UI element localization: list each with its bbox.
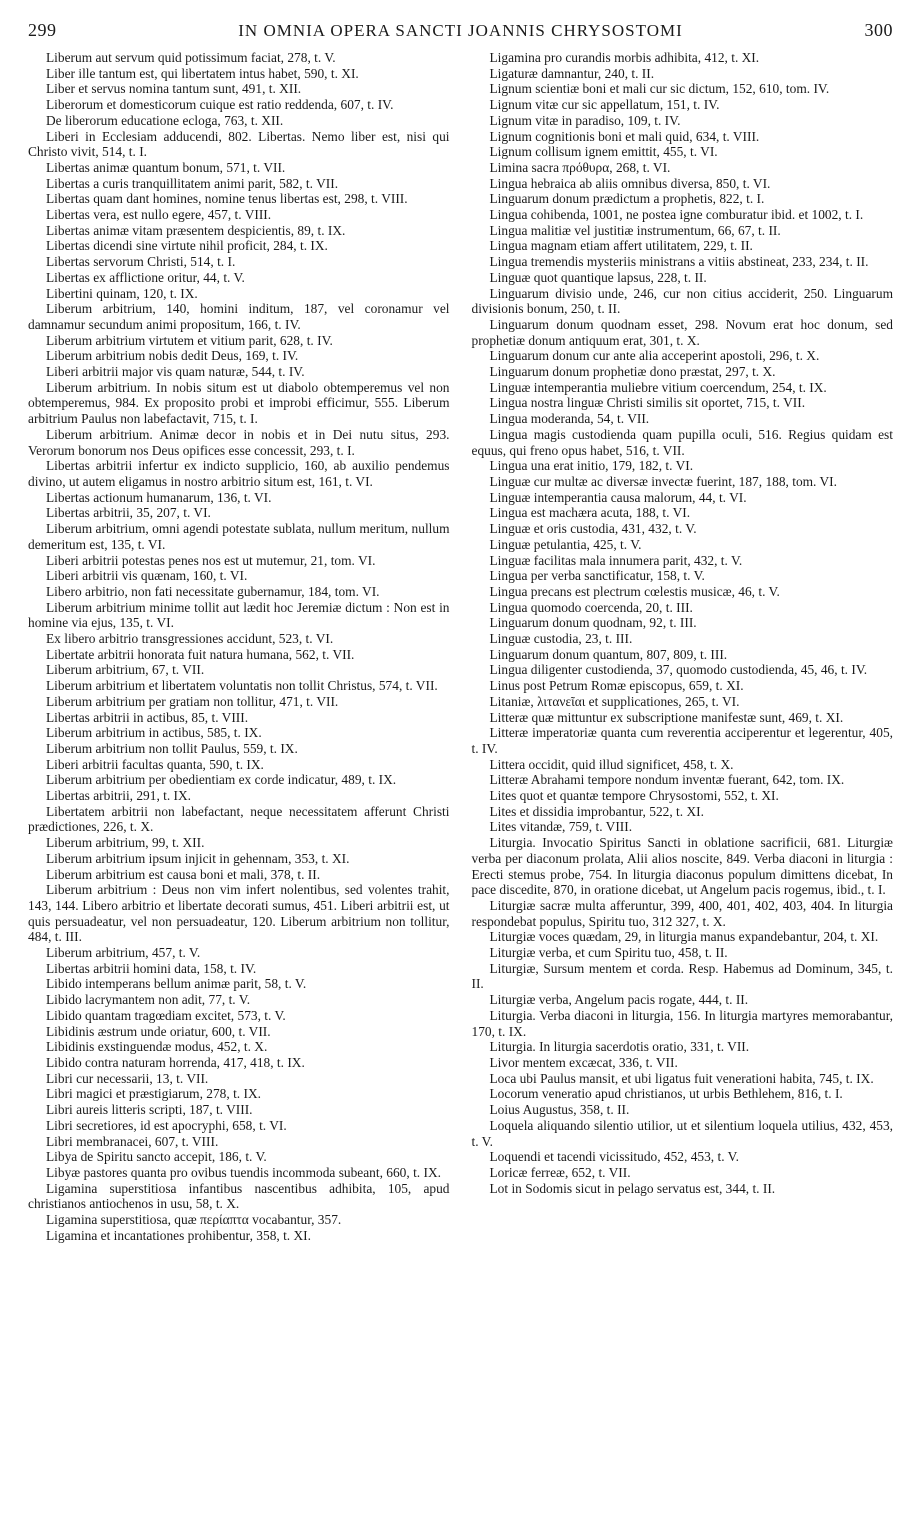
- index-entry: Lingua malitiæ vel justitiæ instrumentum, 66, 67, t. II.: [489, 222, 781, 238]
- index-entry: Lingua magnam etiam affert utilitatem, 229, t. II.: [489, 238, 753, 254]
- index-entry: Libido quantam tragœdiam excitet, 573, t. V.: [46, 1007, 286, 1023]
- index-entry: Liber ille tantum est, qui libertatem intus habet, 590, t. XI.: [46, 65, 359, 81]
- index-entry: Libido intemperans bellum animæ parit, 58, t. V.: [46, 976, 307, 992]
- index-entry: Libya de Spiritu sancto accepit, 186, t. V.: [46, 1149, 267, 1165]
- index-entry: Litaniæ, λιτανεῖαι et supplicationes, 265, t. VI.: [489, 693, 740, 709]
- left-column: [28, 50, 450, 1243]
- index-entry: Lingua nostra linguæ Christi similis sit oportet, 715, t. VII.: [489, 395, 806, 411]
- index-entry: Ligaturæ damnantur, 240, t. II.: [489, 65, 655, 81]
- index-entry: Linguæ petulantia, 425, t. V.: [489, 536, 642, 552]
- index-entry: Libertas actionum humanarum, 136, t. VI.: [46, 489, 272, 505]
- index-entry: Lingua est machæra acuta, 188, t. VI.: [489, 505, 691, 521]
- index-entry: Liberi in Ecclesiam adducendi, 802. Libertas. Nemo liber est, nisi qui Christo vivit, 514, t. I.: [28, 128, 450, 160]
- index-entry: Locorum veneratio apud christianos, ut urbis Bethlehem, 816, t. I.: [489, 1086, 843, 1102]
- index-entry: Libertas arbitrii homini data, 158, t. IV.: [46, 960, 257, 976]
- index-entry: Liturgia. In liturgia sacerdotis oratio, 331, t. VII.: [489, 1039, 750, 1055]
- index-entry: Ligamina superstitiosa infantibus nascentibus adhibita, 105, apud christianos antiochenos in usu, 58, t. X.: [28, 1180, 450, 1212]
- index-entry: Lignum collisum ignem emittit, 455, t. VI.: [489, 144, 718, 160]
- index-entry: Libertas a curis tranquillitatem animi parit, 582, t. VII.: [46, 175, 339, 191]
- index-entry: Linguæ facilitas mala innumera parit, 432, t. V.: [489, 552, 743, 568]
- right-column: [472, 50, 894, 1243]
- left-page-number: 299: [28, 20, 57, 40]
- index-entry: Linguæ quot quantique lapsus, 228, t. II.: [489, 269, 707, 285]
- index-entry: Linguarum donum quodnam, 92, t. III.: [489, 615, 697, 631]
- index-entry: Libidinis exstinguendæ modus, 452, t. X.: [46, 1039, 268, 1055]
- index-entry: Liberum arbitrium minime tollit aut lædit hoc Jeremiæ dictum : Non est in homine via ejus, 135, t. VI.: [28, 599, 450, 631]
- index-entry: Liber et servus nomina tantum sunt, 491, t. XII.: [46, 81, 302, 97]
- index-entry: Liberi arbitrii facultas quanta, 590, t. IX.: [46, 756, 264, 772]
- index-entry: Linguarum donum prædictum a prophetis, 822, t. I.: [489, 191, 765, 207]
- index-entry: Linguarum donum quodnam esset, 298. Novum erat hoc donum, sed prophetiæ donum antiquum erat, 301, t. X.: [471, 316, 893, 348]
- index-entry: Liberum arbitrium per obedientiam ex corde indicatur, 489, t. IX.: [46, 772, 397, 788]
- index-entry: Linguæ et oris custodia, 431, 432, t. V.: [489, 521, 697, 537]
- index-entry: Littera occidit, quid illud significet, 458, t. X.: [489, 756, 734, 772]
- index-entry: Libertas ex afflictione oritur, 44, t. V.: [46, 269, 245, 285]
- index-entry: Liturgia. Invocatio Spiritus Sancti in oblatione sacrificii, 681. Liturgiæ verba per diaconum prolata, Alii alios noscite, 849. Verba diaconi in liturgia : Erecti stemus probe, 754. In liturgia diaconus populum dimittens dicebat, In pace discedite, 870, in oratione dicebat, ut Angelum pacis rogemus, ibid., t. I.: [471, 835, 893, 898]
- index-entry: Linguarum divisio unde, 246, cur non citius acciderit, 250. Linguarum divisionis bonum, 250, t. II.: [471, 285, 893, 317]
- index-entry: Libero arbitrio, non fati necessitate gubernamur, 184, tom. VI.: [46, 583, 380, 599]
- index-entry: Loquela aliquando silentio utilior, ut et silentium loquela utilius, 432, 453, t. V.: [471, 1117, 893, 1149]
- index-entry: Lingua per verba sanctificatur, 158, t. V.: [489, 568, 705, 584]
- index-entry: Linguarum donum prophetiæ dono præstat, 297, t. X.: [489, 364, 776, 380]
- index-entry: Lingua precans est plectrum cœlestis musicæ, 46, t. V.: [489, 583, 780, 599]
- index-entry: Linguarum donum quantum, 807, 809, t. III.: [489, 646, 728, 662]
- index-entry: Lingua cohibenda, 1001, ne postea igne comburatur ibid. et 1002, t. I.: [489, 207, 864, 223]
- index-entry: Lingua una erat initio, 179, 182, t. VI.: [489, 458, 694, 474]
- index-entry: Linguæ cur multæ ac diversæ invectæ fuerint, 187, 188, tom. VI.: [489, 473, 837, 489]
- index-entry: Lignum cognitionis boni et mali quid, 634, t. VIII.: [489, 128, 760, 144]
- index-entry: Libido contra naturam horrenda, 417, 418, t. IX.: [46, 1055, 305, 1070]
- index-entry: Libertas arbitrii, 291, t. IX.: [46, 788, 192, 804]
- index-entry: Lignum vitæ in paradiso, 109, t. IV.: [489, 112, 681, 128]
- index-entry: Libri magici et præstigiarum, 278, t. IX.: [46, 1086, 261, 1102]
- index-entry: Litteræ Abrahami tempore nondum inventæ fuerant, 642, tom. IX.: [489, 772, 845, 788]
- index-entry: Lingua tremendis mysteriis ministrans a vitiis abstineat, 233, 234, t. II.: [489, 254, 869, 270]
- index-entry: Liberum arbitrium : Deus non vim infert nolentibus, sed volentes trahit, 143, 144. Libero arbitrio et libertate decorati sumus, 451. Liberi arbitrii est, ut quis persuadeatur, vel non persuadeatur, 120. Liberum arbitrium non tollitur, 484, t. III.: [28, 882, 450, 945]
- index-entry: Libertas quam dant homines, nomine tenus libertas est, 298, t. VIII.: [46, 191, 408, 207]
- index-entry: Libido lacrymantem non adit, 77, t. V.: [46, 992, 251, 1008]
- index-entry: Lites vitandæ, 759, t. VIII.: [489, 819, 633, 835]
- index-entry: Liberum arbitrium, omni agendi potestate sublata, nullum meritum, nullum demeritum est, 135, t. VI.: [28, 521, 450, 552]
- index-entry: Libertas animæ quantum bonum, 571, t. VII.: [46, 159, 286, 175]
- index-entry: Libyæ pastores quanta pro ovibus tuendis incommoda subeant, 660, t. IX.: [46, 1164, 441, 1180]
- index-entry: Lot in Sodomis sicut in pelago servatus est, 344, t. II.: [489, 1180, 776, 1196]
- index-entry: Limina sacra πρόθυρα, 268, t. VI.: [489, 159, 671, 175]
- index-entry: Liberum arbitrium. Animæ decor in nobis et in Dei nutu situs, 293. Verorum bonorum nos Deus opifices esse concessit, 293, t. I.: [28, 426, 450, 458]
- index-entry: Liberum arbitrium, 99, t. XII.: [46, 835, 205, 851]
- index-entry: Libertas animæ vitam præsentem despicientis, 89, t. IX.: [46, 222, 346, 238]
- index-entry: Liberum arbitrium per gratiam non tollitur, 471, t. VII.: [46, 693, 339, 709]
- index-entry: Linguæ custodia, 23, t. III.: [489, 631, 633, 647]
- index-entry: Libri cur necessarii, 13, t. VII.: [46, 1070, 209, 1086]
- index-entry: Loricæ ferreæ, 652, t. VII.: [489, 1164, 631, 1180]
- index-entry: Liberum arbitrium est causa boni et mali, 378, t. II.: [46, 866, 321, 882]
- index-entry: Liberum arbitrium nobis dedit Deus, 169, t. IV.: [46, 348, 299, 364]
- index-entry: Libertas dicendi sine virtute nihil proficit, 284, t. IX.: [46, 238, 328, 254]
- index-entry: Lingua magis custodienda quam pupilla oculi, 516. Regius quidam est equus, qui freno opus habet, 516, t. VII.: [471, 426, 893, 458]
- index-entry: Lignum scientiæ boni et mali cur sic dictum, 152, 610, tom. IV.: [489, 81, 830, 97]
- index-entry: Lignum vitæ cur sic appellatum, 151, t. IV.: [489, 97, 720, 113]
- index-entry: Lites quot et quantæ tempore Chrysostomi, 552, t. XI.: [489, 788, 779, 804]
- index-entry: Libidinis æstrum unde oriatur, 600, t. VII.: [46, 1023, 271, 1039]
- index-entry: Libertas servorum Christi, 514, t. I.: [46, 254, 236, 270]
- index-entry: Libri membranacei, 607, t. VIII.: [46, 1133, 219, 1149]
- index-entry: Liberum arbitrium et libertatem voluntatis non tollit Christus, 574, t. VII.: [46, 678, 438, 694]
- index-entry: Liberum arbitrium, 67, t. VII.: [46, 662, 205, 678]
- index-entry: Ligamina superstitiosa, quæ περίαπτα vocabantur, 357.: [46, 1212, 342, 1228]
- index-entry: Loquendi et tacendi vicissitudo, 452, 453, t. V.: [489, 1149, 739, 1165]
- index-entry: Libertas vera, est nullo egere, 457, t. VIII.: [46, 207, 272, 223]
- index-entry: Liberum arbitrium in actibus, 585, t. IX.: [46, 725, 262, 741]
- right-page-number: 300: [864, 20, 893, 40]
- index-entry: Lingua moderanda, 54, t. VII.: [489, 411, 650, 427]
- index-entry: Libri secretiores, id est apocryphi, 658, t. VI.: [46, 1117, 287, 1133]
- index-entry: Livor mentem excæcat, 336, t. VII.: [489, 1055, 678, 1070]
- index-entry: Liturgiæ voces quædam, 29, in liturgia manus expandebantur, 204, t. XI.: [489, 929, 879, 945]
- index-entry: Liberum arbitrium. In nobis situm est ut diabolo obtemperemus vel non obtemperemus, 984. Ex proposito probi et improbi efficimur, 555. Liberum arbitrium Paulus non labefactavit, 715, t. I.: [28, 379, 450, 427]
- index-entry: De liberorum educatione ecloga, 763, t. XII.: [46, 112, 284, 128]
- index-entry: Liberum arbitrium, 457, t. V.: [46, 945, 201, 961]
- index-entry: Litteræ quæ mittuntur ex subscriptione manifestæ sunt, 469, t. XI.: [489, 709, 844, 725]
- index-entry: Ligamina et incantationes prohibentur, 358, t. XI.: [46, 1227, 311, 1243]
- index-entry: Liturgiæ, Sursum mentem et corda. Resp. Habemus ad Dominum, 345, t. II.: [471, 960, 893, 992]
- index-entry: Liturgiæ sacræ multa afferuntur, 399, 400, 401, 402, 403, 404. In liturgia respondebat populus, Spiritu tuo, 312 327, t. X.: [471, 897, 893, 929]
- running-title: IN OMNIA OPERA SANCTI JOANNIS CHRYSOSTOMI: [238, 21, 683, 40]
- index-entry: Lites et dissidia improbantur, 522, t. XI.: [489, 803, 704, 819]
- index-entry: Liturgiæ verba, et cum Spiritu tuo, 458, t. II.: [489, 945, 728, 961]
- index-entry: Liturgiæ verba, Angelum pacis rogate, 444, t. II.: [489, 992, 749, 1008]
- index-entry: Ex libero arbitrio transgressiones accidunt, 523, t. VI.: [46, 631, 334, 647]
- index-columns: [28, 50, 893, 1243]
- index-entry: Libertini quinam, 120, t. IX.: [46, 285, 198, 301]
- index-entry: Linus post Petrum Romæ episcopus, 659, t. XI.: [489, 678, 744, 694]
- index-entry: Loius Augustus, 358, t. II.: [489, 1102, 630, 1118]
- index-entry: Liberum arbitrium virtutem et vitium parit, 628, t. IV.: [46, 332, 333, 348]
- index-entry: Liberi arbitrii major vis quam naturæ, 544, t. IV.: [46, 364, 305, 380]
- index-entry: Libertas arbitrii in actibus, 85, t. VIII.: [46, 709, 249, 725]
- index-entry: Libri aureis litteris scripti, 187, t. VIII.: [46, 1102, 253, 1118]
- index-entry: Ligamina pro curandis morbis adhibita, 412, t. XI.: [489, 50, 760, 65]
- index-entry: Liberum arbitrium non tollit Paulus, 559, t. IX.: [46, 740, 298, 756]
- index-entry: Libertate arbitrii honorata fuit natura humana, 562, t. VII.: [46, 646, 355, 662]
- index-entry: Liberorum et domesticorum cuique est ratio reddenda, 607, t. IV.: [46, 97, 394, 113]
- index-entry: Litteræ imperatoriæ quanta cum reverentia acciperentur et legerentur, 405, t. IV.: [471, 725, 893, 756]
- index-entry: Liberum arbitrium ipsum injicit in gehennam, 353, t. XI.: [46, 850, 350, 866]
- index-entry: Liberi arbitrii vis quænam, 160, t. VI.: [46, 568, 248, 584]
- running-header: [28, 20, 893, 50]
- index-entry: Loca ubi Paulus mansit, et ubi ligatus fuit venerationi habita, 745, t. IX.: [489, 1070, 874, 1086]
- index-entry: Lingua hebraica ab aliis omnibus diversa, 850, t. VI.: [489, 175, 771, 191]
- index-entry: Linguarum donum cur ante alia acceperint apostoli, 296, t. X.: [489, 348, 820, 364]
- index-entry: Linguæ intemperantia muliebre vitium coercendum, 254, t. IX.: [489, 379, 827, 395]
- index-entry: Liturgia. Verba diaconi in liturgia, 156. In liturgia martyres memorabantur, 170, t. IX.: [471, 1007, 893, 1039]
- index-entry: Libertatem arbitrii non labefactant, neque necessitatem afferunt Christi prædictiones, 226, t. X.: [28, 803, 450, 835]
- index-entry: Liberum arbitrium, 140, homini inditum, 187, vel coronamur vel damnamur secundum animi propositum, 166, t. IV.: [28, 301, 450, 332]
- index-entry: Libertas arbitrii, 35, 207, t. VI.: [46, 505, 211, 521]
- index-entry: Liberi arbitrii potestas penes nos est ut mutemur, 21, tom. VI.: [46, 552, 376, 568]
- index-entry: Linguæ intemperantia causa malorum, 44, t. VI.: [489, 489, 747, 505]
- index-entry: Liberum aut servum quid potissimum faciat, 278, t. V.: [46, 50, 336, 65]
- index-entry: Lingua quomodo coercenda, 20, t. III.: [489, 599, 693, 615]
- index-entry: Lingua diligenter custodienda, 37, quomodo custodienda, 45, 46, t. IV.: [489, 662, 868, 678]
- index-entry: Libertas arbitrii infertur ex indicto supplicio, 160, ab auxilio pendemus divino, ut autem eligamus in nostro arbitrio situm est, 161, t. VI.: [28, 458, 450, 489]
